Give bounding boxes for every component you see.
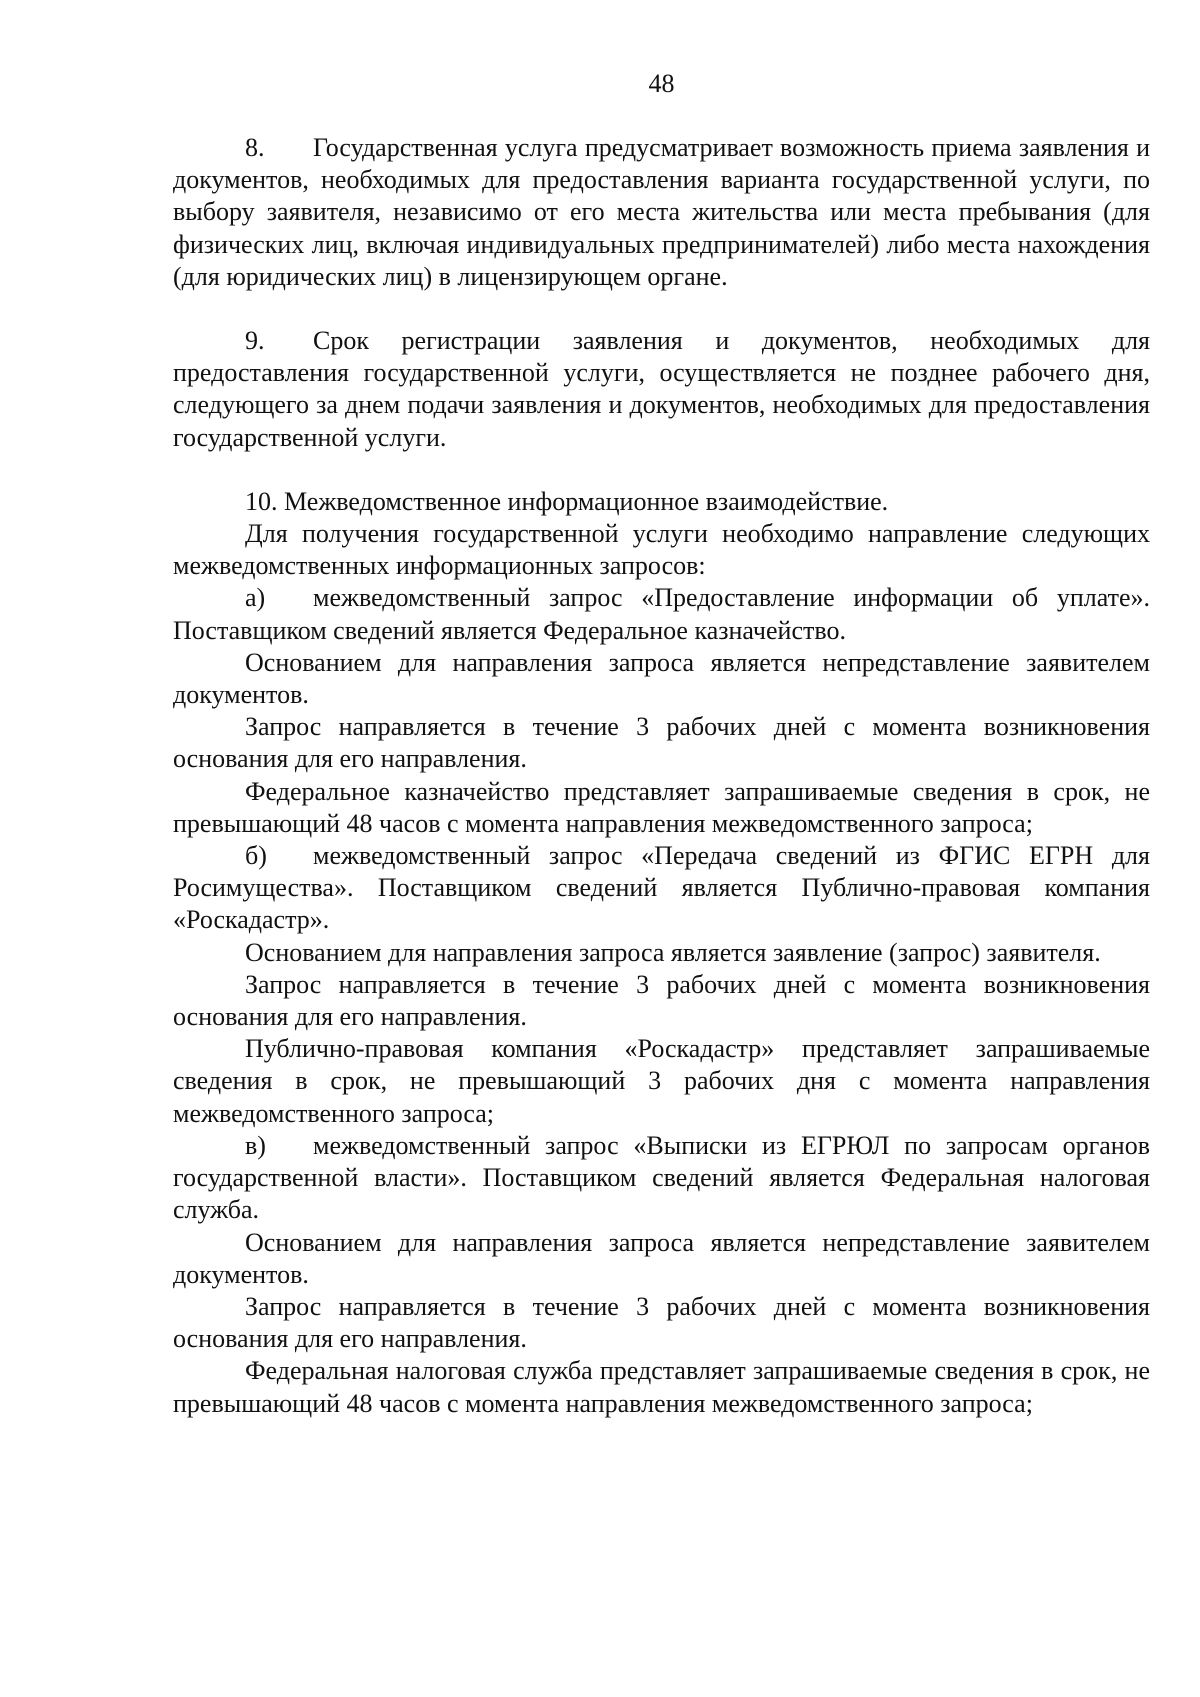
item-a-marker: а)	[245, 583, 266, 613]
item-c-marker: в)	[245, 1130, 266, 1160]
item-b-response: Публично-правовая компания «Роскадастр» представляет запрашиваемые сведения в срок, не превышающий 3 рабочих дня с момента направления межведомственного запроса;	[173, 1034, 1150, 1128]
item-a	[173, 582, 1150, 646]
item-b	[173, 840, 1150, 937]
paragraph-8-text: Государственная услуга предусматривает возможность приема заявления и документов, необходимых для предоставления варианта государственной услуги, по выбору заявителя, независимо от его места жительства или места пребывания (для физических лиц, включая индивидуальных предпринимателей) либо места нахождения (для юридических лиц) в лицензирующем органе.	[173, 133, 1150, 291]
item-c	[173, 1130, 1150, 1227]
paragraph-9-text: Срок регистрации заявления и документов, необходимых для предоставления государственной услуги, осуществляется не позднее рабочего дня, следующего за днем подачи заявления и документов, необходимых для предоставления государственной услуги.	[173, 326, 1150, 452]
item-a-text: межведомственный запрос «Предоставление информации об уплате». Поставщиком сведений является Федеральное казначейство.	[173, 583, 1150, 645]
item-a-response: Федеральное казначейство представляет запрашиваемые сведения в срок, не превышающий 48 часов с момента направления межведомственного запроса;	[173, 776, 1150, 838]
item-b-text: межведомственный запрос «Передача сведений из ФГИС ЕГРН для Росимущества». Поставщиком сведений является Публично-правовая компания «Роскадастр».	[173, 841, 1150, 935]
item-b-marker: б)	[245, 841, 267, 871]
item-c-timing: Запрос направляется в течение 3 рабочих дней с момента возникновения основания для его направления.	[173, 1291, 1150, 1354]
page-number: 48	[648, 69, 675, 98]
item-a-timing: Запрос направляется в течение 3 рабочих дней с момента возникновения основания для его направления.	[173, 712, 1150, 774]
paragraph-8	[173, 132, 1150, 293]
item-b-timing: Запрос направляется в течение 3 рабочих дней с момента возникновения основания для его направления.	[173, 969, 1150, 1032]
item-b-basis: Основанием для направления запроса является заявление (запрос) заявителя.	[245, 937, 1101, 967]
paragraph-requests-intro: Для получения государственной услуги необходимо направление следующих межведомственных информационных запросов:	[173, 519, 1150, 581]
paragraph-9-marker: 9.	[245, 326, 265, 356]
paragraph-9	[173, 325, 1150, 454]
paragraph-8-marker: 8.	[245, 133, 265, 162]
document-body	[173, 132, 1150, 1420]
item-c-text: межведомственный запрос «Выписки из ЕГРЮЛ по запросам органов государственной власти». Поставщиком сведений является Федеральная налоговая служба.	[173, 1130, 1150, 1225]
item-c-response: Федеральная налоговая служба представляет запрашиваемые сведения в срок, не превышающий 48 часов с момента направления межведомственного запроса;	[173, 1356, 1150, 1418]
item-c-basis: Основанием для направления запроса является непредставление заявителем документов.	[173, 1227, 1150, 1289]
paragraph-10-heading: 10. Межведомственное информационное взаимодействие.	[245, 486, 889, 516]
item-a-basis: Основанием для направления запроса является непредставление заявителем документов.	[173, 647, 1150, 710]
